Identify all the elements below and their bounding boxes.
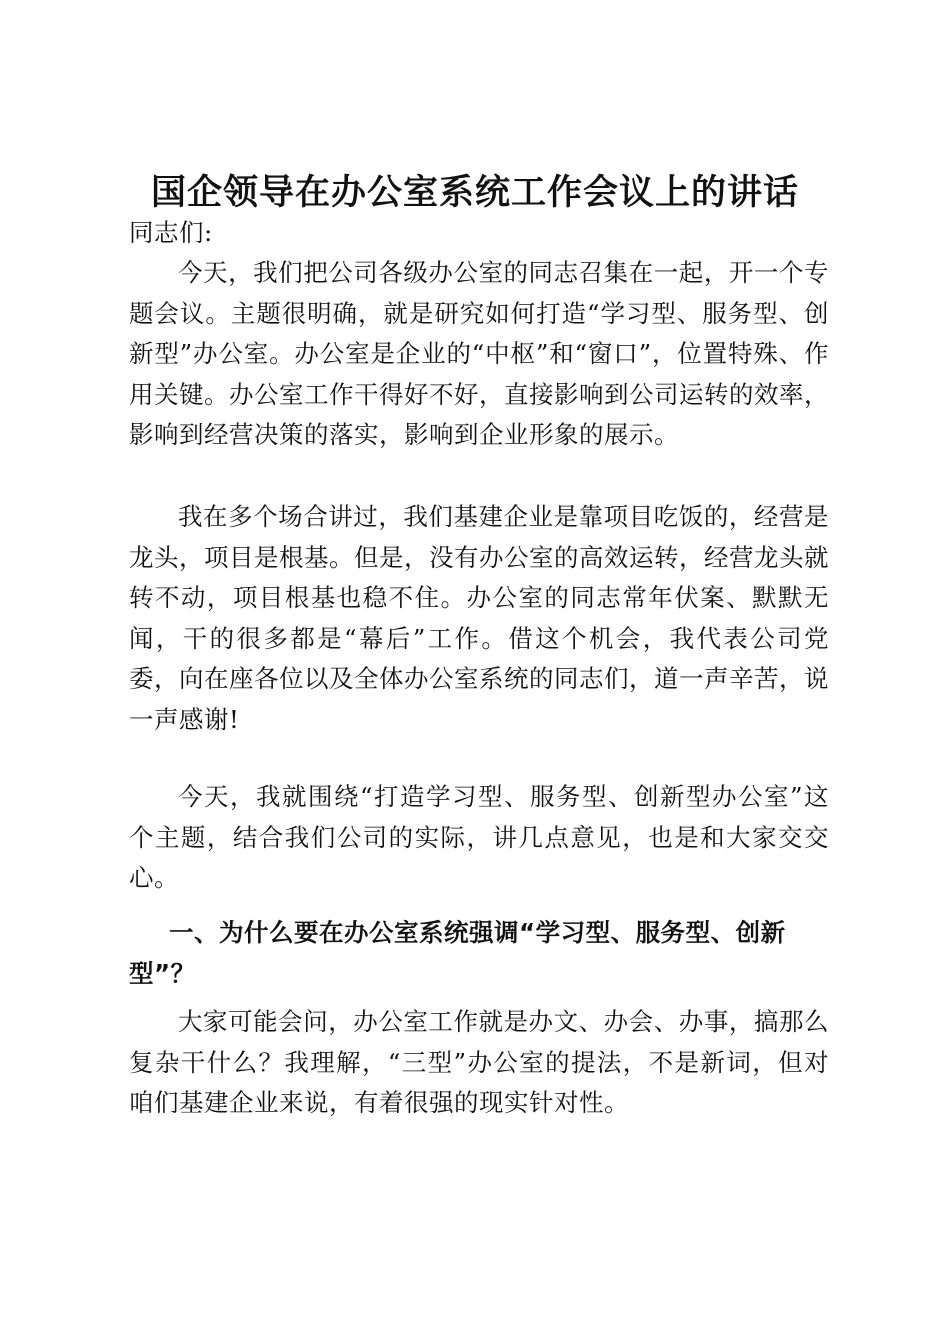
- section-1-paragraph: 大家可能会问，办公室工作就是办文、办会、办事，搞那么复杂干什么？我理解，“三型”办公室的提法，不是新词，但对咱们基建企业来说，有着很强的现实针对性。: [129, 1007, 829, 1117]
- paragraph-intro: 今天，我们把公司各级办公室的同志召集在一起，开一个专题会议。主题很明确，就是研究如何打造“学习型、服务型、创新型”办公室。办公室是企业的“中枢”和“窗口”，位置特殊、作用关键。办公室工作干得好不好，直接影响到公司运转的效率，影响到经营决策的落实，影响到企业形象的展示。: [129, 258, 829, 449]
- paragraph-topic: 今天，我就围绕“打造学习型、服务型、创新型办公室”这个主题，结合我们公司的实际，讲几点意见，也是和大家交交心。: [129, 782, 829, 892]
- document-title: 国企领导在办公室系统工作会议上的讲话: [150, 173, 799, 213]
- paragraph-thanks: 我在多个场合讲过，我们基建企业是靠项目吃饭的，经营是龙头，项目是根基。但是，没有办公室的高效运转，经营龙头就转不动，项目根基也稳不住。办公室的同志常年伏案、默默无闻，干的很多都是“幕后”工作。借这个机会，我代表公司党委，向在座各位以及全体办公室系统的同志们，道一声辛苦，说一声感谢!: [129, 502, 829, 734]
- salutation: 同志们:: [129, 218, 213, 247]
- section-heading-1: 一、为什么要在办公室系统强调“学习型、服务型、创新型”？: [129, 918, 786, 988]
